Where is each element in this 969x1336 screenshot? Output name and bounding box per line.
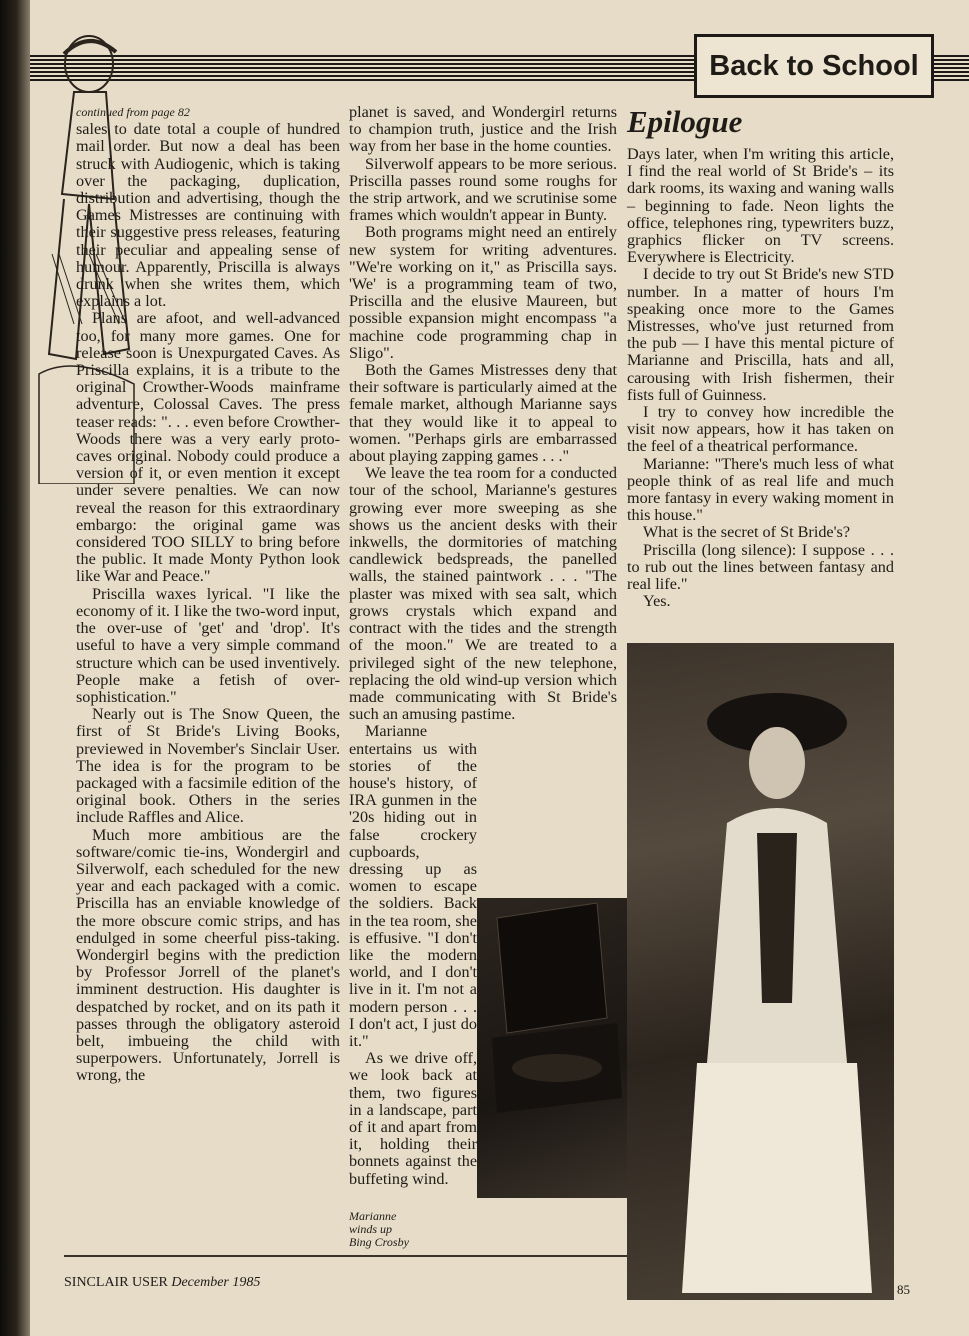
paragraph: planet is saved, and Wondergirl returns to champion truth, justice and the Irish way from her base in the home counties. <box>349 103 617 156</box>
paragraph: Priscilla (long silence): I suppose . . . to rub out the lines between fantasy and real life." <box>627 540 894 594</box>
paragraph: We leave the tea room for a conducted tour of the school, Marianne's gestures growing ever more sweeping as she shows us the ancient desks with their inkwells, the dormitories of matching candlewick bedspreads, the panelled walls, the stained paintwork . . . "The plaster was mixed with sea salt, which grows crystals which expand and contract with the tides and the strength of the moon." We are treated to a privileged sight of the new telephone, replacing the old wind-up version which made communicating with St Bride's such an amusing pastime. <box>349 464 617 724</box>
paragraph: Both the Games Mistresses deny that their software is particularly aimed at the female market, although Marianne says that they would like it to appeal to women. "Perhaps girls are embarrassed about playing zapping games . . ." <box>349 361 617 466</box>
paragraph: Nearly out is The Snow Queen, the first of St Bride's Living Books, previewed in November's Sinclair User. The idea is for the program to be packaged with a facsimile edition of the original book. Others in the series include Raffles and Alice. <box>76 705 340 827</box>
photo-caption <box>349 1210 409 1249</box>
issue-date: December 1985 <box>171 1275 261 1290</box>
paragraph: Priscilla waxes lyrical. "I like the economy of it. I like the two-word input, the over-use of 'get' and 'drop'. It's useful to have a very simple command structure which can be used inventively. People make a fetish of over-sophistication." <box>76 584 340 706</box>
caption-line: winds up <box>349 1222 393 1236</box>
continued-note: continued from page 82 <box>76 105 190 119</box>
header-rule-right <box>932 53 969 81</box>
paragraph: I decide to try out St Bride's new STD number. In a matter of hours I'm speaking once more to the Games Mistresses, who've just returned from the pub — I have this mental picture of Marianne and Priscilla, hats and all, carousing with Irish fishermen, their fists full of Guinness. <box>627 265 894 404</box>
paragraph: Both programs might need an entirely new system for writing adventures. "We're working on it," as Priscilla says. 'We' is a programming team of two, Priscilla and the elusive Maureen, but possible expansion might encompass "a machine code programming chap in Sligo". <box>349 223 617 362</box>
column-3 <box>627 104 894 610</box>
column-1 <box>76 104 340 1085</box>
epilogue-heading: Epilogue <box>627 104 743 139</box>
paragraph: sales to date total a couple of hundred mail order. But now a deal has been struck with Audiogenic, which is taking over the packaging, duplication, distribution and advertising, though the Games Mistresses are continuing with their suggestive press releases, featuring their peculiar and appealing sense of humour. Apparently, Priscilla is always drunk when she writes them, which explains a lot. <box>76 120 340 311</box>
gramophone-shape <box>477 898 627 1198</box>
paragraph: I try to convey how incredible the visit now appears, how it has taken on the feel of a theatrical performance. <box>627 403 894 456</box>
paragraph: Plans are afoot, and well-advanced too, for many more games. One for release soon is Unexpurgated Caves. As Priscilla explains, it is a tribute to the original Crowther-Woods mainframe adventure, Colossal Caves. The press teaser reads: ". . . even before Crowther-Woods there was a very early proto-caves original. Nobody could produce a version of it, or even mention it except under severe penalties. We can now reveal the reason for this extraordinary embargo: the original game was considered TOO SILLY to bring before the public. It made Monty Python look like War and Peace." <box>76 309 340 586</box>
paragraph: Much more ambitious are the software/comic tie-ins, Wondergirl and Silverwolf, each scheduled for the new year and each packaged with a comic. Priscilla has an enviable knowledge of the more obscure comic strips, and has endulged in some cheerful piss-taking. Wondergirl begins with the prediction by Professor Jorrell of the planet's imminent destruction. His daughter is despatched by rocket, and on its path it passes through the obligatory asteroid belt, imbueing the child with superpowers. Unfortunately, Jorrell is wrong, the <box>76 825 340 1085</box>
paragraph: What is the secret of St Bride's? <box>643 523 850 542</box>
photo-marianne <box>627 643 894 1300</box>
paragraph: Silverwolf appears to be more serious. Priscilla passes round some roughs for the strip artwork, and we scrutinise some frames which wouldn't appear in Bunty. <box>349 154 617 225</box>
page-number: 85 <box>897 1282 910 1297</box>
photo-figure <box>627 643 894 1300</box>
paragraph: Marianne: "There's much less of what people think of as real life and much more fantasy in every waking moment in this house." <box>627 454 894 525</box>
paragraph: Days later, when I'm writing this article, I find the real world of St Bride's – its dark rooms, its waxing and waning walls – beginning to fade. Neon lights the office, telephones ring, typewriters buzz, graphics flicker on TV screens. Everywhere is Electricity. <box>627 145 894 267</box>
section-title: Back to School <box>694 34 934 98</box>
caption-line: Bing Crosby <box>349 1235 409 1249</box>
magazine-name: SINCLAIR USER <box>64 1275 168 1290</box>
footer <box>64 1275 260 1291</box>
binding-spine <box>0 0 30 1336</box>
paragraph: Yes. <box>643 592 671 611</box>
paragraph: Marianne entertains us with stories of the house's history, of IRA gunmen in the '20s hiding out in false crockery cupboards, dressing up as women to escape the soldiers. Back in the tea room, she is effusive. "I don't like the modern world, and I don't live in it. I'm not a modern person . . . I don't act, I just do it." <box>349 722 477 1050</box>
caption-line: Marianne <box>349 1209 397 1223</box>
paragraph: As we drive off, we look back at them, two figures in a landscape, part of it and apart from it, holding their bonnets against the buffeting wind. <box>349 1049 477 1188</box>
photo-gramophone <box>477 898 627 1198</box>
